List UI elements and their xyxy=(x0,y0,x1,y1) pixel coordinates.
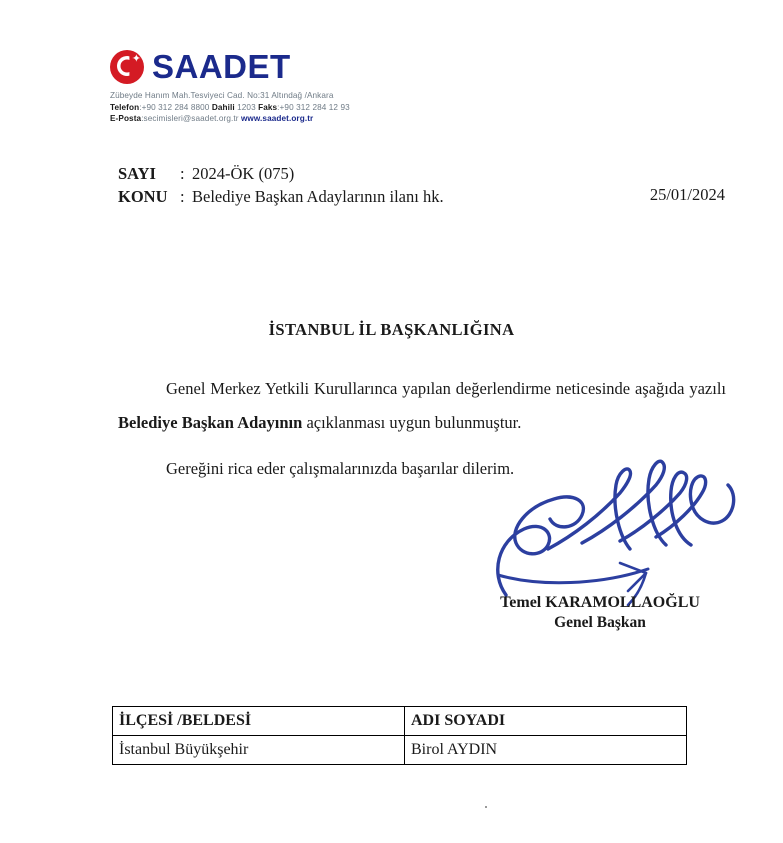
table-header-district: İLÇESİ /BELDESİ xyxy=(113,707,405,736)
letterhead-address-block xyxy=(110,90,530,125)
candidates-table xyxy=(112,706,687,765)
sayi-line xyxy=(118,162,444,185)
sayi-label: SAYI xyxy=(118,164,156,183)
konu-separator: : xyxy=(180,187,185,206)
logo xyxy=(110,50,530,84)
paragraph-1-text-part2: açıklanması uygun bulunmuştur. xyxy=(302,413,522,432)
sayi-separator: : xyxy=(180,164,185,183)
phone-value: :+90 312 284 8800 xyxy=(139,102,210,112)
logo-wordmark: SAADET xyxy=(152,48,291,85)
fax-label: Faks xyxy=(258,102,278,112)
reference-block xyxy=(118,162,444,208)
crescent-star-icon xyxy=(110,50,144,84)
page-artifact-dot xyxy=(485,806,487,808)
email-value: :secimisleri@saadet.org.tr xyxy=(141,114,239,123)
signer-title: Genel Başkan xyxy=(554,614,646,631)
konu-line xyxy=(118,185,444,208)
ext-label: Dahili xyxy=(211,102,235,112)
ext-value: 1203 xyxy=(237,102,256,112)
document-date: 25/01/2024 xyxy=(649,185,725,204)
table-cell-district: İstanbul Büyükşehir xyxy=(113,736,405,765)
table-header-name: ADI SOYADI xyxy=(405,707,687,736)
addressee-heading: İSTANBUL İL BAŞKANLIĞINA xyxy=(268,320,515,339)
table-cell-name: Birol AYDIN xyxy=(405,736,687,765)
letterhead xyxy=(110,50,530,125)
konu-value: Belediye Başkan Adaylarının ilanı hk. xyxy=(192,187,444,206)
signer-name: Temel KARAMOLLAOĞLU xyxy=(500,594,700,611)
email-label: E-Posta xyxy=(110,114,142,123)
phone-line xyxy=(110,102,530,114)
email-line xyxy=(110,113,530,125)
paragraph-2-text: Gereğini rica eder çalışmalarınızda başarılar dilerim. xyxy=(166,459,515,478)
paragraph-1-bold-phrase: Belediye Başkan Adayının xyxy=(118,413,303,432)
sayi-value: 2024-ÖK (075) xyxy=(192,164,295,183)
paragraph-1-text-part1: Genel Merkez Yetkili Kurullarınca yapılan değerlendirme neticesinde aşağıda yazılı xyxy=(166,379,726,398)
phone-label: Telefon xyxy=(110,102,140,112)
address-line: Zübeyde Hanım Mah.Tesviyeci Cad. No:31 Altındağ /Ankara xyxy=(110,91,334,100)
table-row xyxy=(113,736,687,765)
konu-label: KONU xyxy=(118,187,168,206)
website-link[interactable]: www.saadet.org.tr xyxy=(240,114,314,123)
fax-value: :+90 312 284 12 93 xyxy=(277,102,350,112)
table-header-row xyxy=(113,707,687,736)
paragraph-1 xyxy=(118,372,726,440)
